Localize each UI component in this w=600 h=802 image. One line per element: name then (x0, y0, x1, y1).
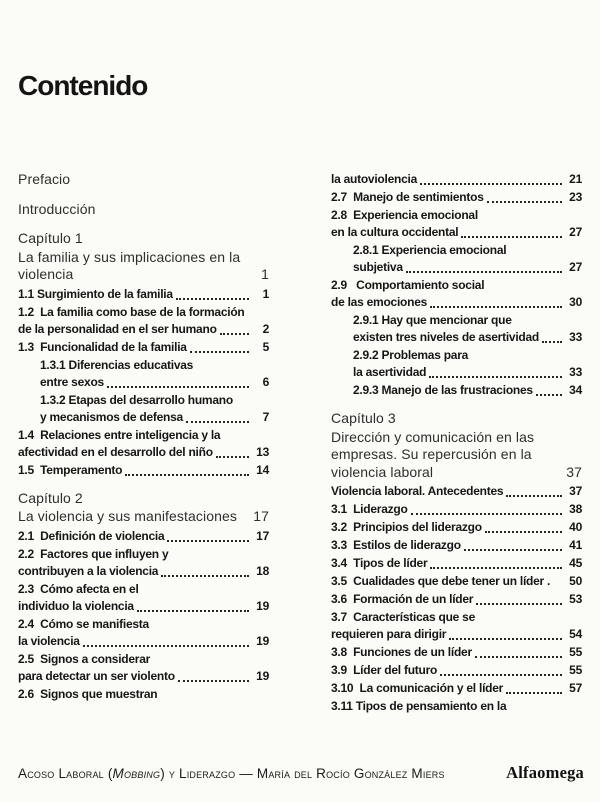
toc-item (18, 528, 269, 545)
toc-item (331, 609, 582, 643)
toc-entry-text: 2.7 Manejo de sentimientos (331, 190, 484, 204)
toc-entry-text: individuo la violencia (18, 598, 134, 613)
dot-leader (186, 421, 249, 423)
toc-chapter-label (18, 490, 269, 508)
toc-line (331, 410, 582, 428)
toc-entry-text: Capítulo 3 (331, 410, 396, 426)
page-number: 54 (569, 627, 582, 641)
toc-line (331, 644, 582, 661)
toc-entry-text: 2.3 Cómo afecta en el (18, 581, 139, 596)
toc-line (331, 329, 582, 346)
toc-line (331, 242, 582, 259)
toc-heading (18, 201, 269, 219)
toc-line (331, 591, 582, 608)
toc-entry-text: 1.3 Funcionalidad de la familia (18, 339, 187, 354)
toc-entry-text: 3.8 Funciones de un líder (331, 645, 472, 659)
toc-entry-text: 3.3 Estilos de liderazgo (331, 538, 461, 552)
toc-line (331, 555, 582, 572)
toc-item (331, 644, 582, 661)
toc-line (18, 427, 269, 444)
toc-entry-text: 3.11 Tipos de pensamiento en la (331, 699, 507, 713)
toc-entry-text: La violencia y sus manifestaciones (18, 508, 237, 524)
toc-line (18, 668, 269, 685)
dot-leader (161, 575, 249, 577)
toc-entry-text: 2.9.3 Manejo de las frustraciones (353, 383, 533, 397)
page-number: 7 (262, 409, 269, 424)
toc-entry-text: 3.9 Líder del futuro (331, 663, 438, 677)
toc-entry-text: entre sexos (40, 374, 104, 389)
toc-entry-text: 3.4 Tipos de líder (331, 556, 428, 570)
dot-leader (220, 333, 249, 335)
toc-entry-text: y mecanismos de defensa (40, 409, 183, 424)
toc-entry-text: 2.8.1 Experiencia emocional (353, 243, 507, 257)
dot-leader (406, 271, 562, 273)
toc-line (331, 312, 582, 329)
toc-line (18, 321, 269, 338)
toc-line (18, 249, 269, 267)
toc-item (331, 573, 582, 590)
publisher-logo: Alfaomega (506, 763, 584, 782)
dot-leader (420, 183, 562, 185)
page-number: 19 (256, 633, 269, 648)
toc-entry-text: 3.10 La comunicación y el líder (331, 681, 504, 695)
book-title (18, 766, 445, 781)
page-number: 50 (569, 574, 582, 588)
dot-leader (475, 656, 562, 658)
toc-entry-text: 2.8 Experiencia emocional (331, 208, 478, 222)
toc-item (18, 462, 269, 479)
page-number: 33 (569, 365, 582, 379)
dot-leader (461, 236, 562, 238)
dot-leader (190, 351, 249, 353)
toc-line (18, 201, 269, 219)
dot-leader (487, 201, 562, 203)
dot-leader (464, 549, 562, 551)
toc-item (18, 546, 269, 580)
toc-line (331, 501, 582, 518)
book-title-prefix: Acoso Laboral ( (18, 766, 113, 781)
toc-line (18, 462, 269, 479)
dot-leader (429, 376, 562, 378)
dot-leader (167, 540, 249, 542)
toc-line (331, 662, 582, 679)
toc-entry-text: violencia laboral (331, 463, 434, 480)
page-number: 55 (569, 645, 582, 659)
toc-entry-text: 1.2 La familia como base de la formación (18, 304, 245, 319)
page-number: 19 (256, 598, 269, 613)
page-number: 19 (256, 668, 269, 683)
toc-line (331, 680, 582, 697)
toc-entry-text: 2.9.1 Hay que mencionar que (353, 313, 512, 327)
toc-entry-text: 1.5 Temperamento (18, 462, 123, 477)
toc-item (331, 207, 582, 241)
toc-chapter-label (18, 230, 269, 248)
toc-line (18, 409, 269, 426)
toc-line (18, 444, 269, 461)
toc-item (331, 171, 582, 188)
toc-line (331, 189, 582, 206)
toc-item (331, 537, 582, 554)
toc-line (331, 277, 582, 294)
toc-line (18, 171, 269, 189)
toc-subitem (331, 312, 582, 346)
toc-entry-text: 3.6 Formación de un líder (331, 592, 474, 606)
toc-columns (18, 171, 582, 716)
toc-entry-text: la autoviolencia (331, 172, 418, 186)
dot-leader (137, 610, 249, 612)
toc-line (331, 626, 582, 643)
page-number: 30 (569, 295, 582, 309)
dot-leader (125, 474, 249, 476)
toc-item (18, 581, 269, 615)
toc-line (331, 446, 582, 464)
toc-chapter-title (18, 508, 269, 526)
toc-entry-text: 2.1 Definición de violencia (18, 528, 165, 543)
toc-item (331, 555, 582, 572)
toc-item (331, 680, 582, 697)
dot-leader (216, 456, 249, 458)
toc-item (18, 286, 269, 303)
toc-line (18, 392, 269, 409)
dot-leader (506, 692, 562, 694)
dot-leader (83, 645, 249, 647)
toc-entry-text: para detectar un ser violento (18, 668, 175, 683)
toc-line (18, 490, 269, 508)
toc-entry-text: la violencia (18, 633, 80, 648)
toc-entry-text: 2.9 Comportamiento social (331, 278, 485, 292)
page-number: 53 (569, 592, 582, 606)
dot-leader (536, 394, 562, 396)
toc-item (331, 591, 582, 608)
toc-entry-text: 3.2 Principios del liderazgo (331, 520, 482, 534)
toc-entry-text: Capítulo 1 (18, 230, 83, 246)
book-title-suffix: ) y Liderazgo — María del Rocío González Miers (160, 766, 445, 781)
toc-column-right (331, 171, 582, 716)
page-number: 14 (256, 462, 269, 477)
page-number: 21 (569, 172, 582, 186)
toc-entry-text: Prefacio (18, 171, 71, 187)
toc-line (18, 581, 269, 598)
dot-leader (430, 567, 562, 569)
toc-item (18, 427, 269, 461)
toc-entry-text: contribuyen a la violencia (18, 563, 159, 578)
toc-line (331, 259, 582, 276)
toc-subitem (331, 347, 582, 381)
toc-line (18, 357, 269, 374)
toc-entry-text: Violencia laboral. Antecedentes (331, 484, 504, 498)
toc-line (18, 633, 269, 650)
toc-chapter-title (18, 249, 269, 284)
toc-chapter-label (331, 410, 582, 428)
toc-line (331, 464, 582, 482)
toc-entry-text: 2.4 Cómo se manifiesta (18, 616, 149, 631)
dot-leader (411, 513, 562, 515)
dot-leader (542, 341, 562, 343)
toc-item (18, 616, 269, 650)
toc-line (18, 304, 269, 321)
toc-entry-text: en la cultura occidental (331, 225, 459, 239)
toc-entry-text: 3.7 Características que se (331, 610, 476, 624)
page-number: 57 (569, 681, 582, 695)
toc-entry-text: 1.3.2 Etapas del desarrollo humano (40, 392, 233, 407)
toc-line (18, 598, 269, 615)
book-title-italic-word: Mobbing (112, 766, 161, 781)
page-number: 37 (569, 484, 582, 498)
dot-leader (107, 386, 249, 388)
toc-line (331, 483, 582, 500)
page-number: 27 (569, 225, 582, 239)
toc-entry-text: 2.2 Factores que influyen y (18, 546, 169, 561)
toc-item (18, 339, 269, 356)
dot-leader (449, 638, 562, 640)
toc-entry-text: subjetiva (353, 260, 403, 274)
toc-line (331, 429, 582, 447)
toc-entry-text: la asertividad (353, 365, 427, 379)
toc-entry-text: 2.5 Signos a considerar (18, 651, 151, 666)
page-footer (18, 763, 584, 783)
toc-entry-text: 1.1 Surgimiento de la familia (18, 286, 173, 301)
dot-leader (178, 680, 249, 682)
toc-column-left (18, 171, 269, 704)
page-number: 5 (262, 339, 269, 354)
toc-line (18, 616, 269, 633)
dot-leader (476, 603, 562, 605)
toc-subitem (18, 392, 269, 426)
toc-entry-text: de la personalidad en el ser humano (18, 321, 217, 336)
toc-entry-text: Capítulo 2 (18, 489, 83, 506)
toc-entry-text: 3.1 Liderazgo (331, 502, 408, 516)
toc-item (331, 662, 582, 679)
toc-item (331, 519, 582, 536)
page-number: 13 (256, 444, 269, 459)
page-number: 23 (569, 190, 582, 204)
toc-entry-text: 2.9.2 Problemas para (353, 348, 469, 362)
toc-line (18, 546, 269, 563)
page-number: 38 (569, 502, 582, 516)
toc-line (331, 207, 582, 224)
toc-chapter-title (331, 429, 582, 482)
toc-entry-text: requieren para dirigir (331, 627, 447, 641)
page-number: 40 (569, 520, 582, 534)
toc-line (331, 573, 582, 590)
toc-item (331, 698, 582, 715)
page-number: 18 (256, 563, 269, 578)
toc-line (331, 609, 582, 626)
toc-entry-text: 1.3.1 Diferencias educativas (40, 357, 194, 372)
toc-line (18, 508, 269, 526)
page-number: 55 (569, 663, 582, 677)
toc-line (331, 347, 582, 364)
toc-subitem (331, 242, 582, 276)
dot-leader (506, 495, 562, 497)
toc-item (331, 189, 582, 206)
toc-line (331, 698, 582, 715)
toc-entry-text: Dirección y comunicación en las (331, 428, 535, 445)
toc-subitem (18, 357, 269, 391)
toc-entry-text: existen tres niveles de asertividad (353, 330, 540, 344)
toc-entry-text: La familia y sus implicaciones en la (18, 248, 241, 265)
toc-entry-text: empresas. Su repercusión en la (331, 446, 532, 462)
toc-entry-text: 2.6 Signos que muestran (18, 686, 158, 701)
toc-line (331, 519, 582, 536)
toc-heading (18, 171, 269, 189)
toc-entry-text: 3.5 Cualidades que debe tener un líder . (331, 574, 551, 588)
toc-item (331, 501, 582, 518)
dot-leader (430, 306, 562, 308)
dot-leader (440, 674, 562, 676)
page-number: 2 (262, 321, 269, 336)
toc-line (18, 686, 269, 703)
page-number: 41 (569, 538, 582, 552)
page-number: 45 (569, 556, 582, 570)
toc-entry-text: afectividad en el desarrollo del niño (18, 444, 213, 459)
toc-line (331, 382, 582, 399)
toc-line (18, 528, 269, 545)
toc-line (331, 294, 582, 311)
dot-leader (485, 531, 562, 533)
page-number: 6 (262, 374, 269, 389)
toc-line (18, 286, 269, 303)
page-number: 37 (566, 463, 582, 480)
toc-item (331, 277, 582, 311)
toc-line (18, 339, 269, 356)
toc-line (18, 563, 269, 580)
page-number: 17 (256, 528, 269, 543)
toc-item (331, 483, 582, 500)
toc-line (331, 224, 582, 241)
toc-item (18, 304, 269, 338)
page-number: 1 (262, 286, 269, 301)
page-number: 17 (253, 508, 269, 524)
toc-line (331, 171, 582, 188)
toc-line (331, 537, 582, 554)
toc-line (18, 266, 269, 284)
toc-entry-text: 1.4 Relaciones entre inteligencia y la (18, 427, 221, 442)
toc-item (18, 651, 269, 685)
page-number: 27 (569, 260, 582, 274)
toc-line (18, 651, 269, 668)
toc-line (18, 374, 269, 391)
toc-entry-text: Introducción (18, 200, 96, 217)
page-number: 1 (261, 266, 269, 282)
toc-item (18, 686, 269, 703)
page-number: 33 (569, 330, 582, 344)
toc-entry-text: violencia (18, 266, 74, 282)
toc-entry-text: de las emociones (331, 295, 428, 309)
page-title: Contenido (18, 70, 148, 101)
dot-leader (176, 298, 249, 300)
toc-line (18, 230, 269, 248)
toc-line (331, 364, 582, 381)
toc-subitem (331, 382, 582, 399)
page-number: 34 (569, 383, 582, 397)
